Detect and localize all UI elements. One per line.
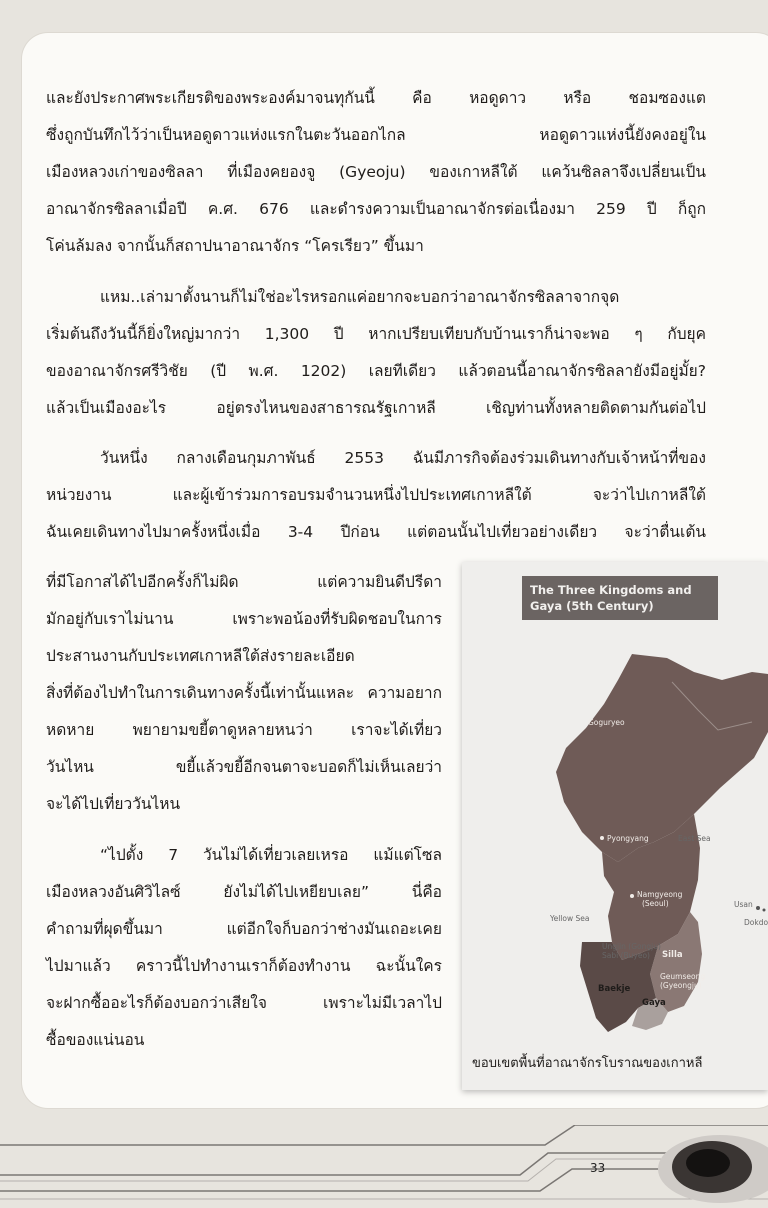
map-title-line-2: Gaya (5th Century) xyxy=(530,599,654,613)
paragraph-4-line-4: ไปมาแล้ว คราวนี้ไปทำงานเราก็ต้องทำงาน ฉะนั้นใคร xyxy=(46,957,442,975)
paragraph-3-line-1: วันหนึ่ง กลางเดือนกุมภาพันธ์ 2553 ฉันมีภารกิจต้องร่วมเดินทางกับเจ้าหน้าที่ของ xyxy=(100,449,706,467)
label-dokdo: Dokdo xyxy=(744,918,768,927)
paragraph-3-line-3: ฉันเคยเดินทางไปมาครั้งหนึ่งเมื่อ 3-4 ปีก่อน แต่ตอนนั้นไปเที่ยวอย่างเดียว จะว่าตื่นเต้น xyxy=(46,523,706,541)
paragraph-2-line-1: แหม..เล่ามาตั้งนานก็ไม่ใช่อะไรหรอกแค่อยากจะบอกว่าอาณาจักรซิลลาจากจุด xyxy=(100,288,620,306)
label-east-sea: East Sea xyxy=(678,834,711,843)
map-title xyxy=(522,576,718,620)
map-caption: ขอบเขตพื้นที่อาณาจักรโบราณของเกาหลี xyxy=(472,1056,703,1071)
paragraph-3-col-line-4: สิ่งที่ต้องไปทำในการเดินทางครั้งนี้เท่านั้นแหละ ความอยาก xyxy=(46,684,442,702)
label-seoul: (Seoul) xyxy=(642,899,669,908)
label-gaya: Gaya xyxy=(642,998,666,1008)
paragraph-3-line-2: หน่วยงาน และผู้เข้าร่วมการอบรมจำนวนหนึ่งไปประเทศเกาหลีใต้ จะว่าไปเกาหลีใต้ xyxy=(46,486,706,504)
map-figure xyxy=(462,562,768,1090)
paragraph-4-line-5: จะฝากซื้ออะไรก็ต้องบอกว่าเสียใจ เพราะไม่มีเวลาไป xyxy=(46,994,442,1012)
label-baekje: Baekje xyxy=(598,984,631,994)
paragraph-1-line-4: อาณาจักรซิลลาเมื่อปี ค.ศ. 676 และดำรงความเป็นอาณาจักรต่อเนื่องมา 259 ปี ก็ถูก xyxy=(46,200,706,218)
paragraph-4-line-6: ซื้อของแน่นอน xyxy=(46,1031,145,1049)
paragraph-3-col-line-1: ที่มีโอกาสได้ไปอีกครั้งก็ไม่ผิด แต่ความยินดีปรีดา xyxy=(46,573,442,591)
paragraph-2-line-3: ของอาณาจักรศรีวิชัย (ปี พ.ศ. 1202) เลยทีเดียว แล้วตอนนี้อาณาจักรซิลลายังมีอยู่มั้ย? xyxy=(46,362,706,380)
page-number: 33 xyxy=(590,1161,606,1175)
label-usan: Usan xyxy=(734,900,753,909)
paragraph-2-line-4: แล้วเป็นเมืองอะไร อยู่ตรงไหนของสาธารณรัฐเกาหลี เชิญท่านทั้งหลายติดตามกันต่อไป xyxy=(46,399,706,417)
paragraph-3-col-line-7: จะได้ไปเที่ยววันไหน xyxy=(46,795,181,813)
paragraph-4-line-1: “ไปตั้ง 7 วันไม่ได้เที่ยวเลยเหรอ แม้แต่โซล xyxy=(100,846,442,864)
paragraph-1-line-3: เมืองหลวงเก่าของซิลลา ที่เมืองคยองจู (Gyeoju) ของเกาหลีใต้ แคว้นซิลลาจึงเปลี่ยนเป็น xyxy=(46,163,706,181)
label-yellow-sea: Yellow Sea xyxy=(550,914,590,923)
label-namgyeong: Namgyeong xyxy=(637,890,683,899)
paragraph-1-line-5: โค่นล้มลง จากนั้นก็สถาปนาอาณาจักร “โครเรียว” ขึ้นมา xyxy=(46,237,424,255)
paragraph-4-line-2: เมืองหลวงอันศิวิไลซ์ ยังไม่ได้ไปเหยียบเลย” นี่คือ xyxy=(46,883,442,901)
label-pyongyang: Pyongyang xyxy=(607,834,649,843)
footer-decoration xyxy=(0,1125,768,1208)
map-title-line-1: The Three Kingdoms and xyxy=(530,583,692,597)
paragraph-4-line-3: คำถามที่ผุดขึ้นมา แต่อีกใจก็บอกว่าช่างมันเถอะเคย xyxy=(46,920,442,938)
paragraph-3-col-line-3: ประสานงานกับประเทศเกาหลีใต้ส่งรายละเอียด xyxy=(46,647,355,665)
paragraph-3-col-line-2: มักอยู่กับเราไม่นาน เพราะพอน้องที่รับผิดชอบในการ xyxy=(46,610,442,628)
label-sabi: Sabi (Buyeo) xyxy=(602,951,650,960)
label-ungjin: Ungjin (Gongju) xyxy=(602,942,661,951)
paragraph-1-line-1: และยังประกาศพระเกียรติของพระองค์มาจนทุกันนี้ คือ หอดูดาว หรือ ชอมซองแต xyxy=(46,89,706,107)
label-goguryeo: Goguryeo xyxy=(588,718,625,727)
label-gyeongju: (Gyeongju) xyxy=(660,981,702,990)
label-geumseong: Geumseong xyxy=(660,972,706,981)
korea-map-image xyxy=(462,562,768,1090)
label-silla: Silla xyxy=(662,950,683,960)
goguryeo-region xyxy=(556,654,768,862)
paragraph-3-col-line-5: หดหาย พยายามขยี้ตาดูหลายหนว่า เราจะได้เที่ยว xyxy=(46,721,442,739)
paragraph-2-line-2: เริ่มต้นถึงวันนี้ก็ยิ่งใหญ่มากว่า 1,300 ปี หากเปรียบเทียบกับบ้านเราก็น่าจะพอ ๆ กับยุค xyxy=(46,325,706,343)
paragraph-1-line-2: ซึ่งถูกบันทึกไว้ว่าเป็นหอดูดาวแห่งแรกในตะวันออกไกล หอดูดาวแห่งนี้ยังคงอยู่ใน xyxy=(46,126,706,144)
paragraph-3-col-line-6: วันไหน ขยี้แล้วขยี้อีกจนตาจะบอดก็ไม่เห็นเลยว่า xyxy=(46,758,442,776)
